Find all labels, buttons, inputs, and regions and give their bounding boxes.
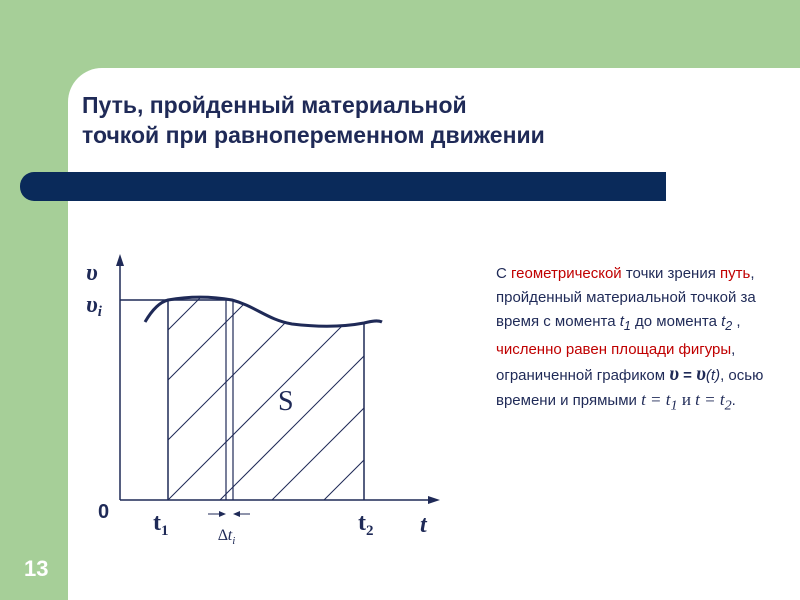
highlight-path: путь bbox=[720, 265, 751, 282]
delta-arrowhead-right bbox=[233, 511, 240, 517]
y-axis-arrow bbox=[116, 254, 124, 266]
slide-title-line2: точкой при равнопеременном движении bbox=[82, 122, 545, 148]
eq-arg: (t) bbox=[705, 367, 721, 384]
conjunction: и bbox=[677, 390, 696, 409]
delta-t-label: $\Delta t_i$ bbox=[218, 527, 236, 547]
text-part: точки зрения bbox=[621, 265, 721, 282]
eq-equals: = bbox=[679, 367, 697, 384]
y-axis-label: υ bbox=[86, 260, 98, 286]
highlight-area: численно равен площади фигуры bbox=[496, 341, 732, 358]
t1-label: $t_1$ bbox=[153, 510, 169, 539]
velocity-curve bbox=[145, 297, 382, 326]
eq-left: υ bbox=[669, 363, 679, 385]
text-part: С bbox=[496, 265, 511, 282]
t2-label: $t_2$ bbox=[358, 510, 374, 539]
slide-title-line1: Путь, пройденный материальной bbox=[82, 92, 467, 118]
area-label: S bbox=[278, 386, 294, 417]
text-part: , осью времени и прямыми bbox=[496, 367, 764, 409]
x-axis-label: t bbox=[420, 512, 427, 538]
text-part: , пройденный материальной точкой за время с момента bbox=[496, 265, 756, 330]
area-hatching bbox=[168, 238, 500, 500]
delta-arrowhead-left bbox=[219, 511, 226, 517]
t2-var: $t_2$ bbox=[721, 313, 733, 333]
vi-label: υi bbox=[86, 292, 102, 320]
explanation-text bbox=[496, 262, 772, 417]
line-t1: $t = t_1$ bbox=[641, 390, 678, 414]
t1-var: $t_1$ bbox=[619, 313, 631, 333]
highlight-geometric: геометрической bbox=[511, 265, 622, 282]
text-part: , ограниченной графиком bbox=[496, 341, 736, 384]
text-part: , bbox=[732, 313, 741, 330]
eq-right: υ bbox=[696, 363, 706, 385]
page-number: 13 bbox=[24, 556, 49, 581]
origin-label: 0 bbox=[98, 501, 110, 523]
line-t2: $t = t_2$ bbox=[695, 390, 732, 414]
text-part: до момента bbox=[630, 313, 722, 330]
period: . bbox=[731, 392, 736, 409]
x-axis-arrow bbox=[428, 496, 440, 504]
